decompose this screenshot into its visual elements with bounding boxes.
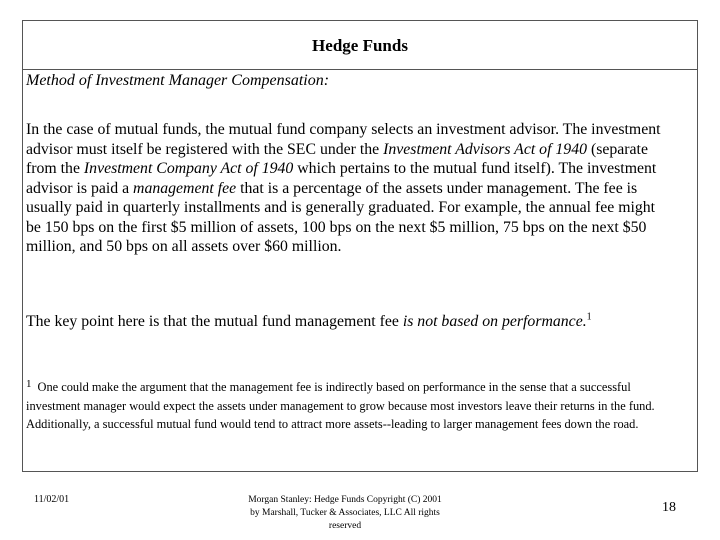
para2-span: The key point here is that the mutual fund management fee (26, 313, 403, 330)
para1-span: (separate from the (26, 140, 648, 177)
footnote (26, 378, 666, 433)
paragraph-mutual-fund-advisor (26, 120, 662, 257)
act-company-1940: Investment Company Act of 1940 (83, 160, 294, 177)
slide-title: Hedge Funds (23, 21, 697, 70)
footer-line: Morgan Stanley: Hedge Funds Copyright (C) 2001 (248, 495, 442, 505)
footer-copyright (230, 494, 460, 533)
footer-date: 11/02/01 (34, 494, 70, 505)
paragraph-key-point (26, 312, 662, 332)
para1-span: which pertains to the mutual fund itself). The investment advisor is paid a (26, 160, 657, 197)
footer-line: reserved (328, 521, 362, 531)
management-fee-term: management fee (133, 179, 237, 197)
section-subtitle: Method of Investment Manager Compensation: (26, 72, 330, 89)
footer-line: by Marshall, Tucker & Associates, LLC All rights (250, 508, 440, 518)
page-number: 18 (662, 500, 676, 515)
not-performance-emphasis: is not based on performance. (402, 313, 587, 330)
footnote-text: One could make the argument that the management fee is indirectly based on performance in the sense that a successful investment manager would expect the assets under management to grow because most investors leave their returns in the fund. Additionally, a successful mutual fund would tend to attract more assets--leading to larger management fees down the road. (26, 380, 655, 431)
footnote-reference: 1 (586, 311, 592, 323)
act-advisors-1940: Investment Advisors Act of 1940 (383, 140, 587, 158)
para1-span: In the case of mutual funds, the mutual fund company selects an investment advisor. The investment advisor must itself be registered with the SEC under the (26, 121, 661, 158)
para1-span: that is a percentage of the assets under management. The fee is usually paid in quarterly installments and is generally graduated. For example, the annual fee might be 150 bps on the first $5 million of assets, 100 bps on the next $5 million, 75 bps on the next $50 million, and 50 bps on all assets over $60 million. (26, 179, 656, 255)
footnote-marker: 1 (26, 378, 32, 390)
